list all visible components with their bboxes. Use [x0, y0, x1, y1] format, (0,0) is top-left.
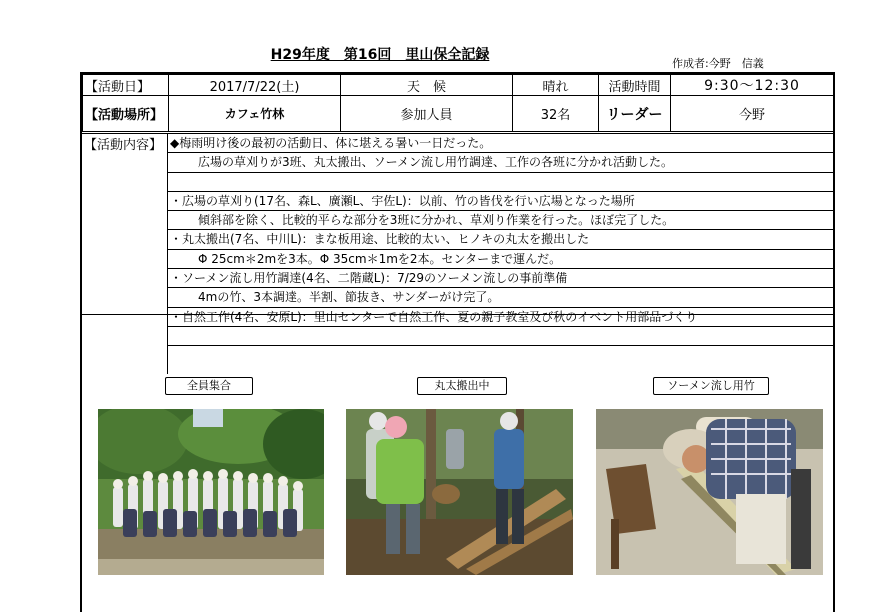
- photo-caption-log-carrying: 丸太搬出中: [417, 377, 507, 395]
- content-line: ・ソーメン流し用竹調達(4名、二階蔵L)：7/29のソーメン流しの事前準備: [168, 269, 833, 288]
- divider: [82, 314, 833, 315]
- content-line: ◆梅雨明け後の最初の活動日、体に堪える暑い一日だった。: [168, 134, 833, 153]
- record-title: H29年度 第16回 里山保全記録: [270, 47, 490, 63]
- log-carrying-photo: [346, 409, 573, 575]
- place-label: 【活動場所】: [83, 96, 169, 132]
- content-lines: [168, 134, 833, 366]
- content-line: ・自然工作(4名、安原L)：里山センターで自然工作、夏の親子教室及び秋のイベント用部品づくり: [168, 308, 833, 327]
- content-line: 4mの竹、3本調達。半割、節抜き、サンダーがけ完了。: [168, 288, 833, 307]
- activity-content: [82, 133, 833, 374]
- time-value: 9:30～12:30: [671, 75, 834, 96]
- participants-value: 32名: [513, 96, 599, 132]
- content-line: [168, 327, 833, 346]
- group-photo: [98, 409, 324, 575]
- leader-label: リーダー: [599, 96, 671, 132]
- content-line: ・広場の草刈り(17名、森L、廣瀬L、宇佐L)：以前、竹の皆伐を行い広場となった場所: [168, 192, 833, 211]
- photo-caption-all-members: 全員集合: [165, 377, 253, 395]
- content-line: [168, 346, 833, 365]
- content-line: ・丸太搬出(7名、中川L)：まな板用途、比較的太い、ヒノキの丸太を搬出した: [168, 230, 833, 249]
- author: 作成者:今野 信義: [672, 57, 764, 70]
- participants-label: 参加人員: [341, 96, 513, 132]
- time-label: 活動時間: [599, 75, 671, 96]
- photo-caption-bamboo: ソーメン流し用竹: [653, 377, 769, 395]
- header-table: [82, 74, 834, 132]
- bamboo-preparation-photo: [596, 409, 823, 575]
- content-line: Φ 25cm＊2mを3本。Φ 35cm＊1mを2本。センターまで運んだ。: [168, 250, 833, 269]
- weather-value: 晴れ: [513, 75, 599, 96]
- date-label: 【活動日】: [83, 75, 169, 96]
- content-label: 【活動内容】: [82, 134, 168, 374]
- leader-value: 今野: [671, 96, 834, 132]
- content-line: 傾斜部を除く、比較的平らな部分を3班に分かれ、草刈り作業を行った。ほぼ完了した。: [168, 211, 833, 230]
- date-value: 2017/7/22(土): [169, 75, 341, 96]
- weather-label: 天 候: [341, 75, 513, 96]
- content-line: 広場の草刈りが3班、丸太搬出、ソーメン流し用竹調達、工作の各班に分かれ活動した。: [168, 153, 833, 172]
- content-line: [168, 173, 833, 192]
- place-value: カフェ竹林: [169, 96, 341, 132]
